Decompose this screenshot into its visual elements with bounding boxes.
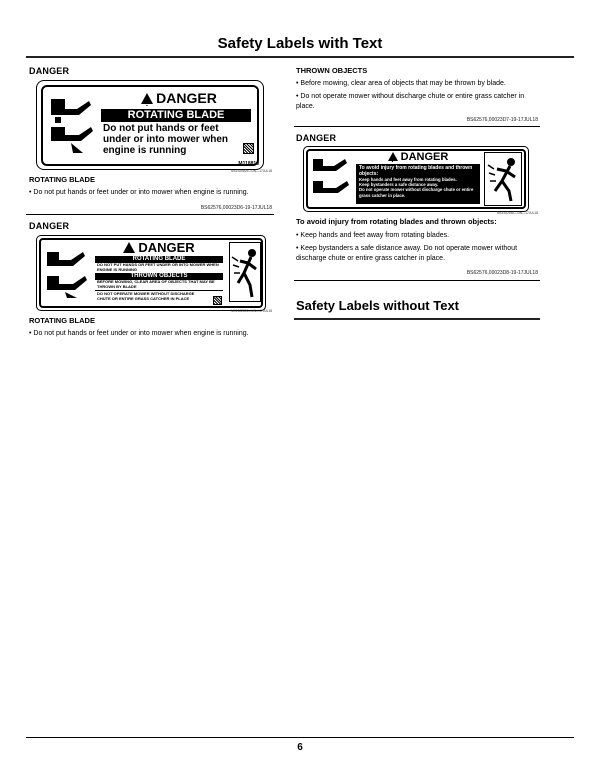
label-title-thrown-objects: THROWN OBJECTS: [95, 273, 223, 280]
sub-heading-thrown-objects: THROWN OBJECTS: [296, 66, 368, 75]
label-title-rotating-blade: ROTATING BLADE: [95, 256, 223, 263]
page-title: Safety Labels with Text: [217, 35, 383, 52]
bullet-item: • Do not put hands or feet under or into mower when engine is running.: [29, 189, 249, 196]
safety-label-rotating-blade: [36, 80, 264, 170]
qr-code-icon: [243, 143, 254, 154]
safety-label-blade-thrown-objects: [36, 235, 266, 311]
label-title: ROTATING BLADE: [101, 109, 251, 122]
section-heading-danger-2: DANGER: [29, 221, 70, 231]
reference-code: BS62576,00023D6-19-17JUL18: [200, 205, 272, 211]
bullet-item: • Before mowing, clear area of objects that may be thrown by blade.: [296, 80, 506, 87]
part-number: M118810: [238, 161, 259, 167]
section-divider: [294, 280, 540, 281]
hand-blade-pictogram-icon: [45, 246, 91, 300]
footer-rule: [26, 737, 574, 738]
danger-banner: !DANGER: [101, 89, 257, 107]
sub-heading-rotating-blade: ROTATING BLADE: [29, 175, 95, 184]
bullet-item: • Do not operate mower without discharge chute or entire grass catcher in place.: [296, 93, 525, 110]
section-heading-danger-1: DANGER: [29, 66, 70, 76]
reference-code: BS62576,00023D8-19-17JUL18: [466, 270, 538, 276]
reference-code: BS62576,00023D7-19-17JUL18: [466, 117, 538, 123]
section-heading-danger-3: DANGER: [296, 133, 337, 143]
section-divider: [294, 126, 540, 127]
section-divider: [26, 214, 274, 215]
hand-blade-pictogram-icon: [312, 155, 352, 203]
title-rule: [26, 56, 574, 58]
section-title-rule: [294, 318, 540, 320]
hand-blade-pictogram-icon: [49, 93, 95, 155]
section-title-labels-without-text: Safety Labels without Text: [296, 298, 460, 313]
label-text: Do not put hands or feet under or into mower when engine is running: [103, 123, 229, 156]
danger-banner: !DANGER: [356, 151, 480, 163]
sub-heading-avoid-injury: To avoid injury from rotating blades and thrown objects:: [296, 217, 497, 226]
figure-code: MX1922801—UN—17JUL18: [231, 309, 272, 313]
thrown-objects-person-icon: [484, 152, 522, 206]
page-number: 6: [297, 742, 303, 753]
safety-label-avoid-injury: [303, 146, 529, 212]
figure-code: MX1922552—UN—17JUL18: [497, 211, 538, 215]
label-text: DO NOT OPERATE MOWER WITHOUT DISCHARGE CHUTE OR ENTIRE GRASS CATCHER IN PLACE: [97, 291, 195, 301]
label-text-block: To avoid injury from rotating blades and thrown objects: Keep hands and feet away from rotating blades. Keep bystanders a safe distance away. Do not operate mower without discharge chute or entire grass catcher in place.: [356, 164, 480, 204]
label-text: BEFORE MOWING, CLEAR AREA OF OBJECTS THAT MAY BE THROWN BY BLADE: [97, 279, 215, 289]
label-text: DO NOT PUT HANDS OR FEET UNDER OR INTO MOWER WHEN ENGINE IS RUNNING: [97, 262, 219, 272]
thrown-objects-person-icon: [229, 242, 261, 302]
qr-code-icon: [213, 296, 222, 305]
sub-heading-rotating-blade: ROTATING BLADE: [29, 316, 95, 325]
danger-banner: !DANGER: [95, 241, 223, 255]
bullet-item: • Keep bystanders a safe distance away. Do not operate mower without discharge chute or entire grass catcher in place.: [296, 245, 518, 262]
figure-code: MX1920829—UN—17JUL18: [231, 169, 272, 173]
bullet-item: • Do not put hands or feet under or into mower when engine is running.: [29, 330, 249, 337]
bullet-item: • Keep hands and feet away from rotating blades.: [296, 232, 450, 239]
